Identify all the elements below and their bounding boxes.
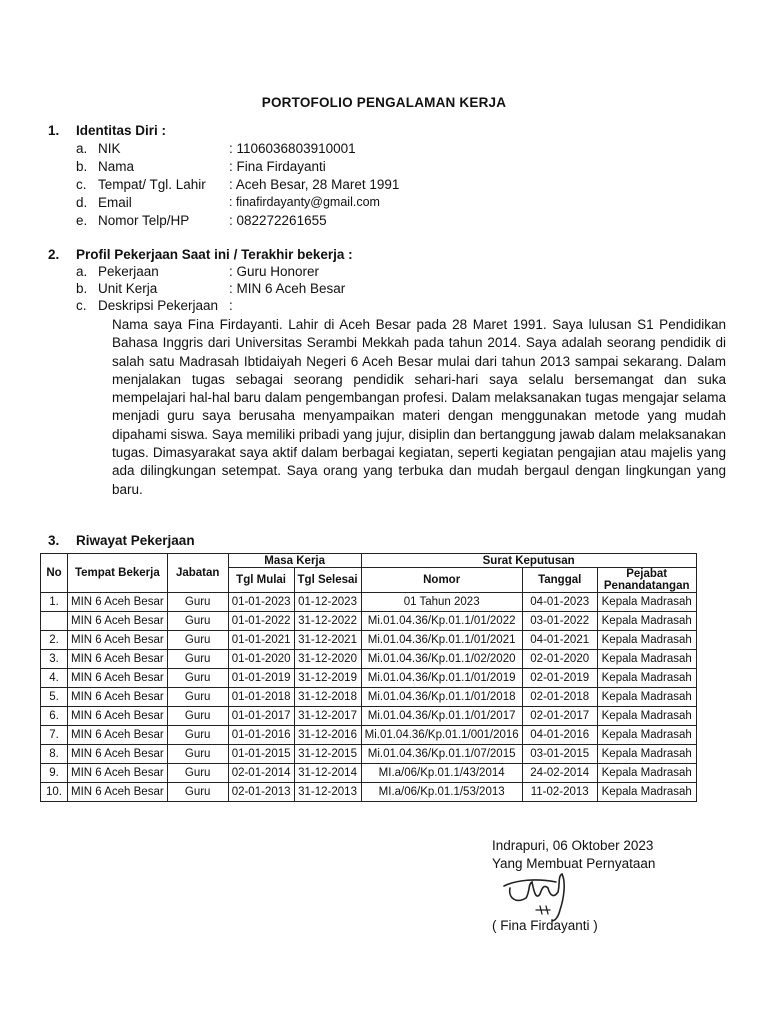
section-title: Profil Pekerjaan Saat ini / Terakhir bekerja : [76,247,353,262]
field-label: Pekerjaan [98,264,159,279]
cell-selesai: 31-12-2016 [294,726,361,745]
cell-tempat: MIN 6 Aceh Besar [68,783,168,802]
cell-tanggal: 02-01-2017 [522,707,597,726]
table-row [41,612,697,631]
cell-mulai: 02-01-2013 [228,783,294,802]
col-header-tanggal: Tanggal [522,568,597,593]
table-row [41,631,697,650]
cell-no: 4. [41,669,68,688]
field-letter: b. [76,159,88,174]
cell-jabatan: Guru [167,688,228,707]
signature-role: Yang Membuat Pernyataan [492,856,656,871]
job-description-paragraph: Nama saya Fina Firdayanti. Lahir di Aceh Besar pada 28 Maret 1991. Saya lulusan S1 Pendidikan Bahasa Inggris dari Universitas Serambi Mekkah pada tahun 2014. Saya adalah seorang pendidik di salah satu Madrasah Ibtidaiyah Negeri 6 Aceh Besar mulai dari tahun 2013 sampai sekarang. Dalam menjalakan tugas sebagai seorang pendidik sehari-hari saya selalu bersemangat dan suka mempelajari hal-hal baru dalam pengembangan profesi. Dalam melaksanakan tugas mengajar selama menjadi guru saya berusaha menyampaikan materi dengan menggunakan metode yang mudah dipahami siswa. Saya memiliki pribadi yang jujur, disiplin dan bertanggung jawab dalam melaksanakan tugas. Dimasyarakat saya aktif dalam berbagai kegiatan, seperti kegiatan pengajian atau majelis yang ada dilingkungan setempat. Saya orang yang terbuka dan mudah bergaul dengan lingkungan yang baru. [112,317,726,497]
cell-pejabat: Kepala Madrasah [597,764,696,783]
col-header-jabatan: Jabatan [167,554,228,593]
cell-tanggal: 02-01-2018 [522,688,597,707]
cell-pejabat: Kepala Madrasah [597,631,696,650]
cell-pejabat: Kepala Madrasah [597,783,696,802]
cell-tempat: MIN 6 Aceh Besar [68,688,168,707]
signature-name: ( Fina Firdayanti ) [492,918,598,933]
cell-jabatan: Guru [167,726,228,745]
cell-tempat: MIN 6 Aceh Besar [68,707,168,726]
field-value: : finafirdayanty@gmail.com [229,195,380,209]
field-label: Unit Kerja [98,281,158,296]
col-header-nomor: Nomor [361,568,522,593]
cell-jabatan: Guru [167,764,228,783]
cell-nomor: Mi.01.04.36/Kp.01.1/01/2022 [361,612,522,631]
cell-tempat: MIN 6 Aceh Besar [68,764,168,783]
cell-no: 8. [41,745,68,764]
field-label: NIK [98,141,121,156]
field-letter: c. [76,177,87,192]
cell-tempat: MIN 6 Aceh Besar [68,650,168,669]
cell-pejabat: Kepala Madrasah [597,669,696,688]
col-header-no: No [41,554,68,593]
cell-selesai: 31-12-2019 [294,669,361,688]
cell-selesai: 31-12-2020 [294,650,361,669]
cell-jabatan: Guru [167,593,228,612]
cell-tanggal: 04-01-2023 [522,593,597,612]
table-row [41,688,697,707]
cell-mulai: 01-01-2019 [228,669,294,688]
cell-no: 10. [41,783,68,802]
cell-jabatan: Guru [167,745,228,764]
cell-tanggal: 04-01-2021 [522,631,597,650]
cell-no: 2. [41,631,68,650]
cell-tanggal: 03-01-2022 [522,612,597,631]
cell-mulai: 01-01-2021 [228,631,294,650]
field-value: : Guru Honorer [229,264,320,279]
cell-mulai: 01-01-2016 [228,726,294,745]
work-history-table [40,553,697,802]
field-letter: e. [76,213,88,228]
field-value: : 082272261655 [229,213,327,228]
cell-mulai: 01-01-2023 [228,593,294,612]
work-history-rows [41,593,697,802]
field-label: Email [98,195,132,210]
cell-pejabat: Kepala Madrasah [597,593,696,612]
cell-tanggal: 11-02-2013 [522,783,597,802]
cell-tempat: MIN 6 Aceh Besar [68,631,168,650]
field-label: Tempat/ Tgl. Lahir [98,177,206,192]
col-header-masa-kerja: Masa Kerja [228,554,361,568]
cell-selesai: 31-12-2013 [294,783,361,802]
cell-tempat: MIN 6 Aceh Besar [68,745,168,764]
cell-no: 7. [41,726,68,745]
cell-nomor: Mi.01.04.36/Kp.01.1/01/2021 [361,631,522,650]
cell-mulai: 01-01-2017 [228,707,294,726]
col-header-tgl-mulai: Tgl Mulai [228,568,294,593]
section-title: Riwayat Pekerjaan [76,533,195,548]
col-header-surat: Surat Keputusan [361,554,696,568]
cell-tempat: MIN 6 Aceh Besar [68,593,168,612]
cell-tempat: MIN 6 Aceh Besar [68,669,168,688]
cell-nomor: Mi.01.04.36/Kp.01.1/07/2015 [361,745,522,764]
cell-selesai: 31-12-2021 [294,631,361,650]
field-letter: a. [76,141,88,156]
field-letter: c. [76,298,87,313]
cell-selesai: 31-12-2017 [294,707,361,726]
section-number: 3. [48,533,60,548]
field-letter: a. [76,264,88,279]
cell-tanggal: 24-02-2014 [522,764,597,783]
cell-pejabat: Kepala Madrasah [597,707,696,726]
cell-no: 6. [41,707,68,726]
cell-nomor: Mi.01.04.36/Kp.01.1/01/2019 [361,669,522,688]
cell-tanggal: 02-01-2020 [522,650,597,669]
cell-no: 3. [41,650,68,669]
cell-mulai: 01-01-2018 [228,688,294,707]
cell-selesai: 31-12-2022 [294,612,361,631]
table-row [41,650,697,669]
cell-selesai: 31-12-2015 [294,745,361,764]
cell-nomor: MI.a/06/Kp.01.1/53/2013 [361,783,522,802]
field-value: : [229,298,233,313]
cell-mulai: 01-01-2022 [228,612,294,631]
cell-tempat: MIN 6 Aceh Besar [68,612,168,631]
field-value: : Aceh Besar, 28 Maret 1991 [229,177,400,192]
table-row [41,707,697,726]
field-label: Nomor Telp/HP [98,213,190,228]
table-row [41,593,697,612]
table-row [41,783,697,802]
cell-nomor: Mi.01.04.36/Kp.01.1/01/2018 [361,688,522,707]
cell-no [41,612,68,631]
cell-jabatan: Guru [167,612,228,631]
table-row [41,669,697,688]
section-title: Identitas Diri : [76,123,167,138]
cell-pejabat: Kepala Madrasah [597,688,696,707]
cell-no: 5. [41,688,68,707]
cell-selesai: 31-12-2014 [294,764,361,783]
col-header-tgl-selesai: Tgl Selesai [294,568,361,593]
document-title: PORTOFOLIO PENGALAMAN KERJA [261,95,507,110]
field-letter: b. [76,281,88,296]
section-number: 2. [48,247,60,262]
field-value: : 1106036803910001 [229,141,356,156]
cell-jabatan: Guru [167,669,228,688]
cell-nomor: MI.a/06/Kp.01.1/43/2014 [361,764,522,783]
cell-mulai: 01-01-2015 [228,745,294,764]
cell-nomor: Mi.01.04.36/Kp.01.1/01/2017 [361,707,522,726]
field-letter: d. [76,195,88,210]
cell-nomor: 01 Tahun 2023 [361,593,522,612]
table-row [41,745,697,764]
cell-pejabat: Kepala Madrasah [597,612,696,631]
signature-place-date: Indrapuri, 06 Oktober 2023 [492,838,654,853]
cell-tanggal: 04-01-2016 [522,726,597,745]
col-header-pejabat: Pejabat Penandatangan [597,568,696,593]
table-row [41,764,697,783]
cell-pejabat: Kepala Madrasah [597,650,696,669]
cell-mulai: 01-01-2020 [228,650,294,669]
cell-jabatan: Guru [167,650,228,669]
section-number: 1. [48,123,60,138]
cell-jabatan: Guru [167,783,228,802]
cell-no: 9. [41,764,68,783]
cell-selesai: 31-12-2018 [294,688,361,707]
cell-nomor: Mi.01.04.36/Kp.01.1/02/2020 [361,650,522,669]
cell-tanggal: 02-01-2019 [522,669,597,688]
table-row [41,726,697,745]
field-value: : Fina Firdayanti [229,159,326,174]
cell-mulai: 02-01-2014 [228,764,294,783]
field-label: Nama [98,159,135,174]
cell-tempat: MIN 6 Aceh Besar [68,726,168,745]
field-value: : MIN 6 Aceh Besar [229,281,346,296]
cell-selesai: 01-12-2023 [294,593,361,612]
cell-nomor: Mi.01.04.36/Kp.01.1/001/2016 [361,726,522,745]
cell-tanggal: 03-01-2015 [522,745,597,764]
cell-no: 1. [41,593,68,612]
cell-jabatan: Guru [167,707,228,726]
cell-pejabat: Kepala Madrasah [597,726,696,745]
cell-jabatan: Guru [167,631,228,650]
col-header-tempat: Tempat Bekerja [68,554,168,593]
field-label: Deskripsi Pekerjaan [98,298,219,313]
cell-pejabat: Kepala Madrasah [597,745,696,764]
